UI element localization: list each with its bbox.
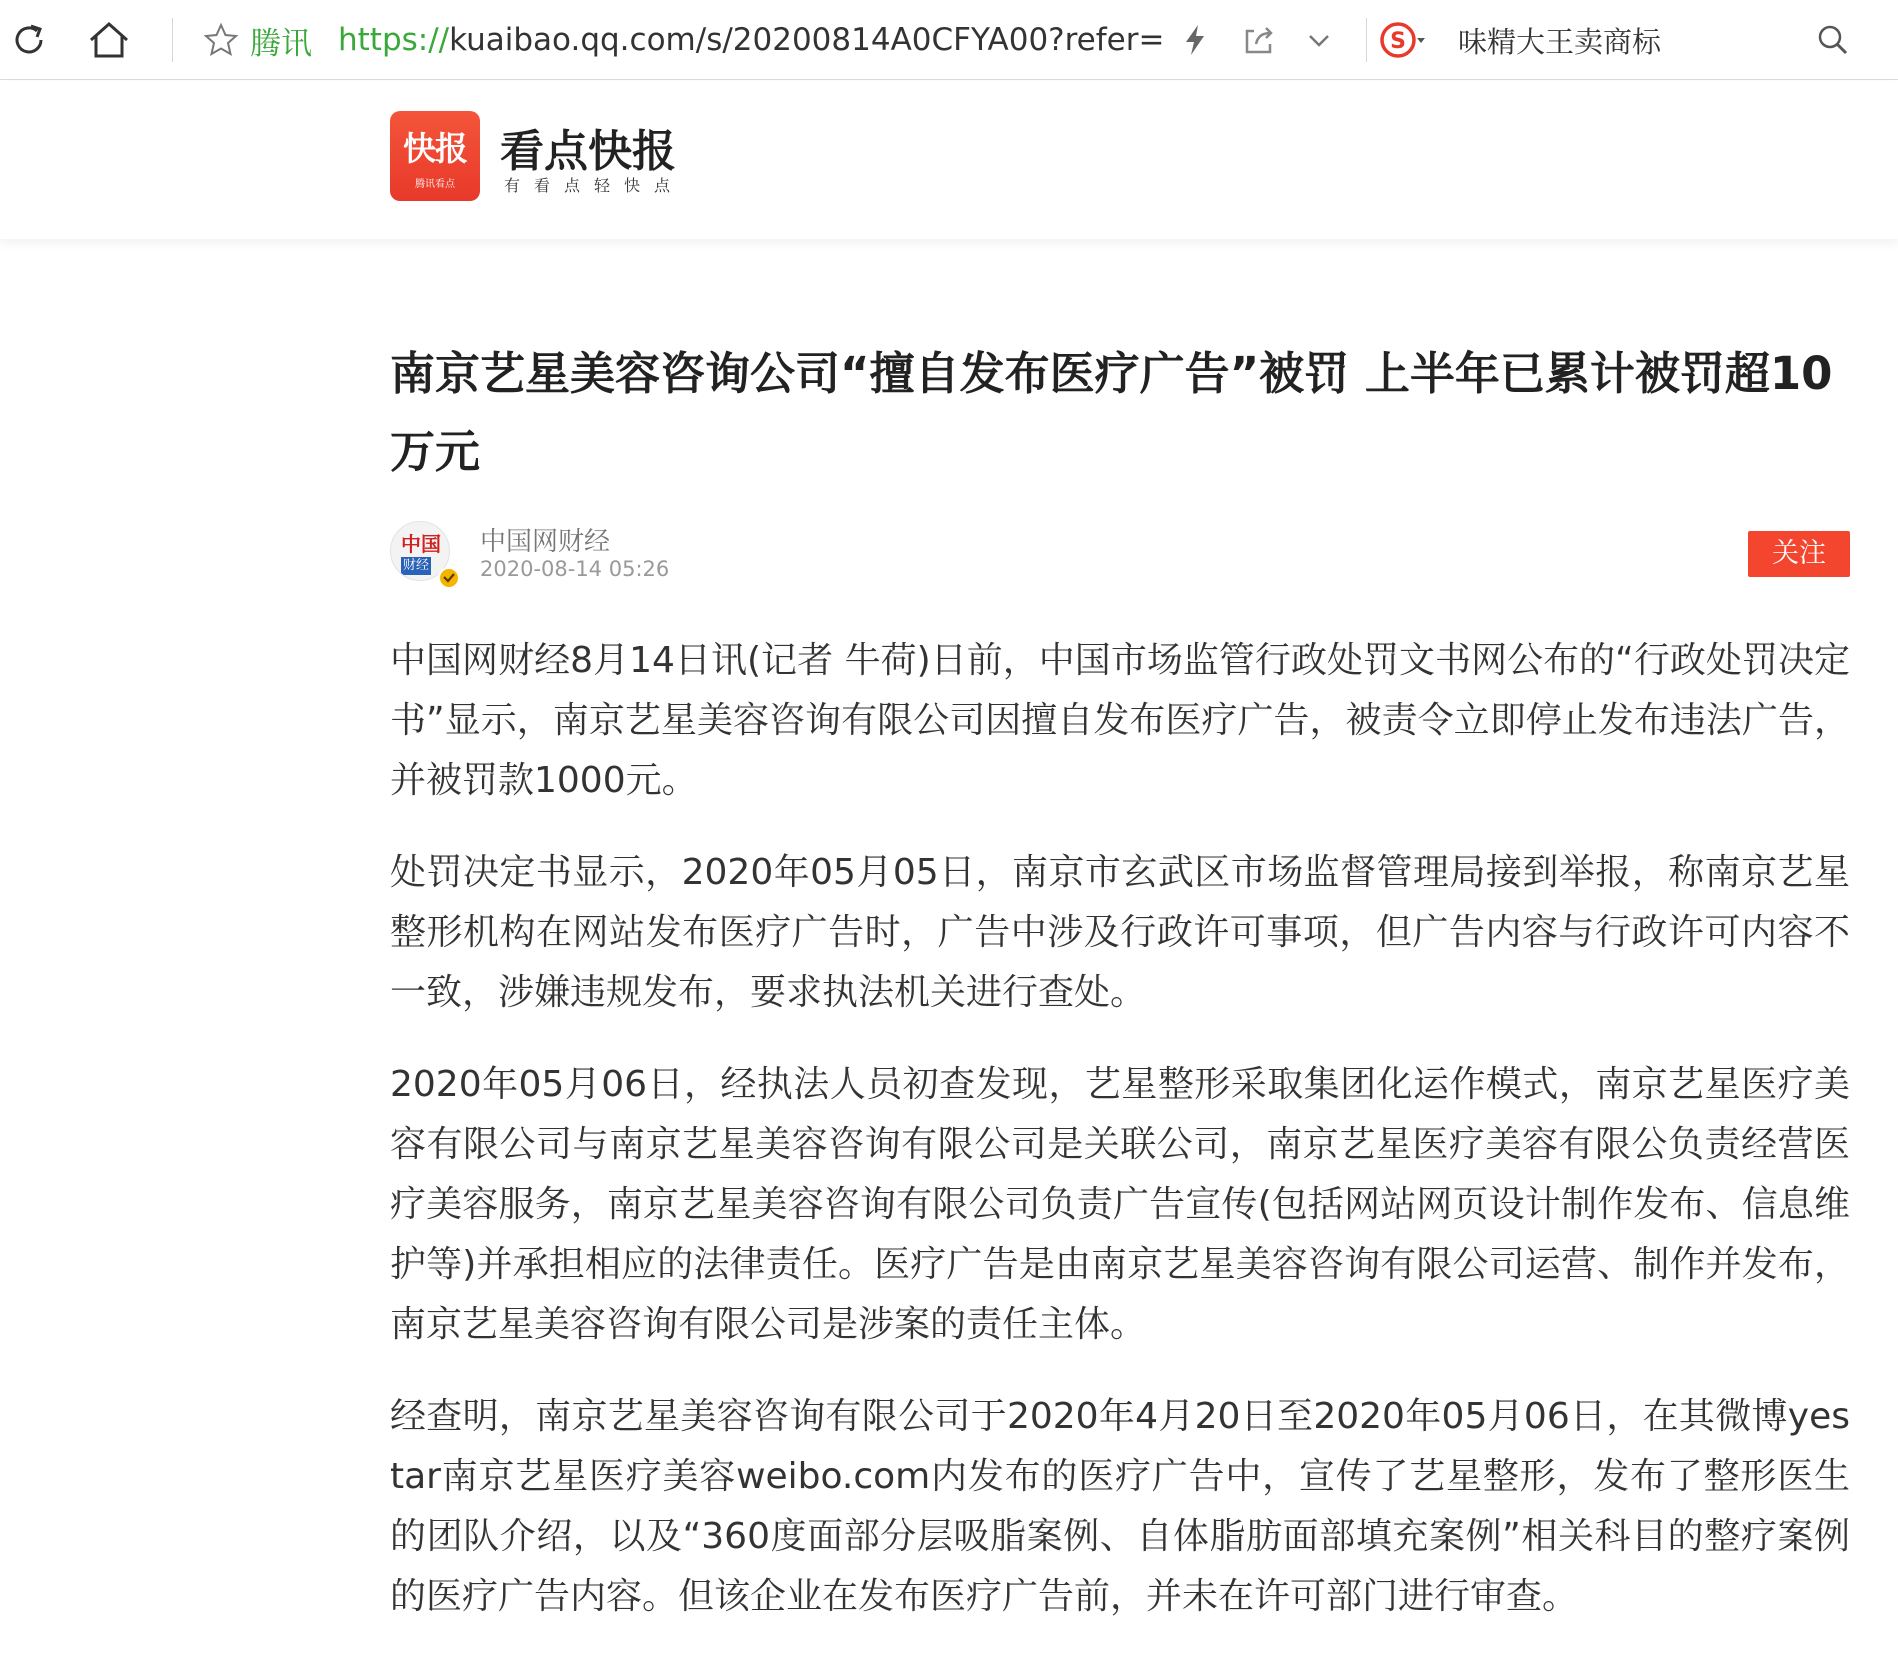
lightning-icon[interactable] [1170,15,1220,65]
address-bar[interactable] [250,18,1164,62]
brand-slogan: 有看点轻快点 [504,176,685,195]
follow-button[interactable]: 关注 [1748,531,1850,577]
refresh-icon[interactable] [4,15,54,65]
browser-toolbar [0,0,1898,80]
toolbar-divider [1366,18,1367,62]
url-scheme: https:// [338,22,450,58]
logo-sub: 腾讯看点 [415,179,455,190]
article-paragraph: 中国网财经8月14日讯(记者 牛荷)日前，中国市场监管行政处罚文书网公布的“行政处罚决定书”显示，南京艺星美容咨询有限公司因擅自发布医疗广告，被责令立即停止发布违法广告，并被罚款1000元。 [390,640,1850,801]
site-name: 腾讯 [250,25,312,62]
author-name[interactable]: 中国网财经 [480,527,611,557]
sogou-search-icon[interactable] [1378,15,1428,65]
author-row [390,521,1850,601]
url-text: kuaibao.qq.com/s/20200814A0CFYA00?refer= [449,22,1165,58]
star-icon[interactable] [196,15,246,65]
article-paragraph: 2020年05月06日，经执法人员初查发现，艺星整形采取集团化运作模式，南京艺星医疗美容有限公司与南京艺星美容咨询有限公司是关联公司，南京艺星医疗美容有限公负责经营医疗美容服务，南京艺星美容咨询有限公司负责广告宣传(包括网站网页设计制作发布、信息维护等)并承担相应的法律责任。医疗广告是由南京艺星美容咨询有限公司运营、制作并发布，南京艺星美容咨询有限公司是涉案的责任主体。 [390,1064,1850,1345]
article-title: 南京艺星美容咨询公司“擅自发布医疗广告”被罚 上半年已累计被罚超10万元 [390,347,1833,478]
avatar-top-text: 中国 [401,532,441,556]
svg-text:S: S [1390,29,1406,54]
share-icon[interactable] [1234,15,1284,65]
article-paragraph: 经查明，南京艺星美容咨询有限公司于2020年4月20日至2020年05月06日，在其微博yestar南京艺星医疗美容weibo.com内发布的医疗广告中，宣传了艺星整形，发布了整形医生的团队介绍，以及“360度面部分层吸脂案例、自体脂肪面部填充案例”相关科目的整疗案例的医疗广告内容。但该企业在发布医疗广告前，并未在许可部门进行审查。 [390,1396,1850,1617]
verified-check-icon [438,567,460,589]
search-query[interactable]: 味精大王卖商标 [1458,24,1662,59]
toolbar-divider [172,18,173,62]
avatar-bottom-text: 财经 [403,558,430,573]
kuaibao-logo[interactable] [390,111,480,201]
article-paragraph: 处罚决定书显示，2020年05月05日，南京市玄武区市场监督管理局接到举报，称南京艺星整形机构在网站发布医疗广告时，广告中涉及行政许可事项，但广告内容与行政许可内容不一致，涉嫌违规发布，要求执法机关进行查处。 [390,852,1850,1013]
chevron-down-icon[interactable] [1294,15,1344,65]
brand-name: 看点快报 [500,126,676,177]
publish-time: 2020-08-14 05:26 [480,557,670,581]
home-icon[interactable] [84,15,134,65]
article [390,335,1850,1659]
logo-text: 快报 [403,129,467,168]
site-header [0,81,1898,239]
search-icon[interactable] [1808,15,1858,65]
article-body [390,631,1850,1627]
